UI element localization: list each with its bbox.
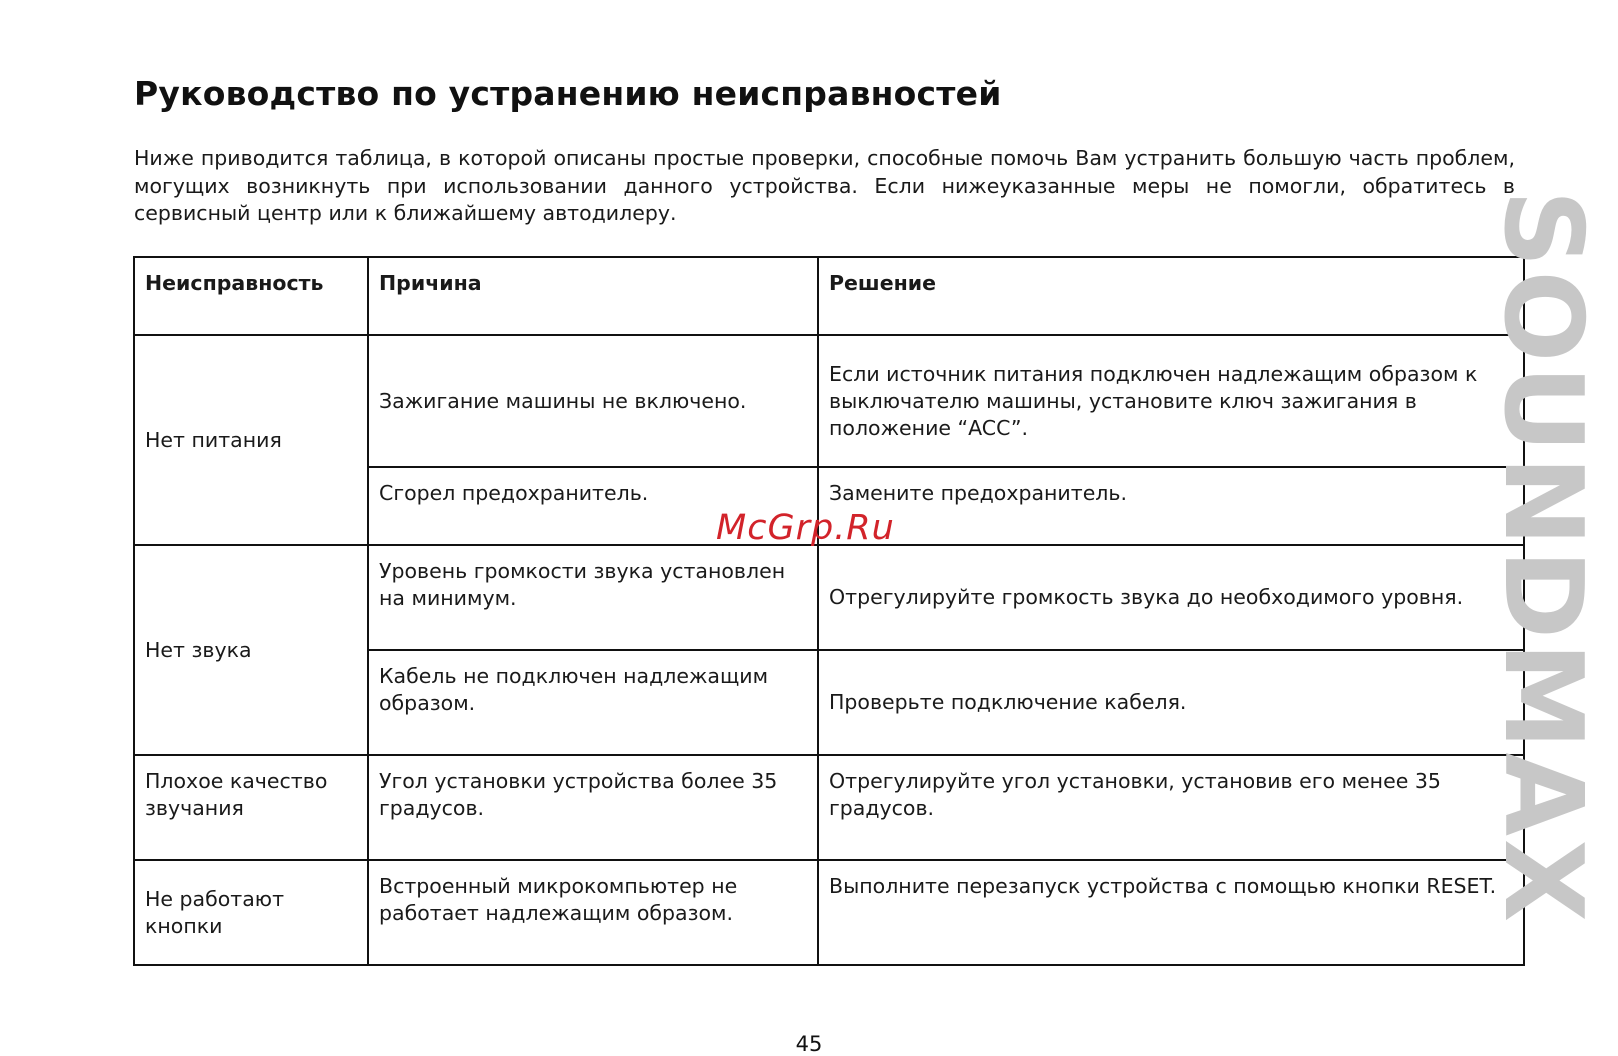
header-fault: Неисправность: [134, 257, 368, 335]
solution-cell: Замените предохранитель.: [818, 467, 1524, 545]
cause-cell: Уровень громкости звука установлен на минимум.: [368, 545, 818, 650]
table-row: [134, 545, 1524, 650]
cause-cell: Встроенный микрокомпьютер не работает надлежащим образом.: [368, 860, 818, 965]
table-row: [134, 860, 1524, 965]
site-watermark: McGrp.Ru: [716, 508, 895, 548]
solution-cell: Отрегулируйте угол установки, установив его менее 35 градусов.: [818, 755, 1524, 860]
solution-cell: Если источник питания подключен надлежащим образом к выключателю машины, установите ключ зажигания в положение “ACC”.: [818, 335, 1524, 467]
cause-cell: Зажигание машины не включено.: [368, 335, 818, 467]
fault-cell: Нет питания: [134, 335, 368, 545]
fault-cell: Плохое качество звучания: [134, 755, 368, 860]
cause-cell: Кабель не подключен надлежащим образом.: [368, 650, 818, 755]
cause-cell: Угол установки устройства более 35 градусов.: [368, 755, 818, 860]
cause-cell: Сгорел предохранитель.: [368, 467, 818, 545]
brand-logo-soundmax: SOUNDMAX: [1480, 189, 1605, 926]
page-title: Руководство по устранению неисправностей: [134, 74, 1002, 113]
solution-cell: Проверьте подключение кабеля.: [818, 650, 1524, 755]
header-cause: Причина: [368, 257, 818, 335]
page-number: 45: [795, 1032, 823, 1056]
intro-paragraph: Ниже приводится таблица, в которой описаны простые проверки, способные помочь Вам устранить большую часть проблем, могущих возникнуть при использовании данного устройства. Если нижеуказанные меры не помогли, обратитесь в сервисный центр или к ближайшему автодилеру.: [134, 146, 1515, 225]
troubleshooting-table: [133, 256, 1525, 966]
solution-cell: Выполните перезапуск устройства с помощью кнопки RESET.: [818, 860, 1524, 965]
header-solution: Решение: [818, 257, 1524, 335]
fault-cell: Нет звука: [134, 545, 368, 755]
solution-cell: Отрегулируйте громкость звука до необходимого уровня.: [818, 545, 1524, 650]
table-header-row: [134, 257, 1524, 335]
table-row: [134, 335, 1524, 467]
fault-cell: Не работают кнопки: [134, 860, 368, 965]
table-row: [134, 755, 1524, 860]
